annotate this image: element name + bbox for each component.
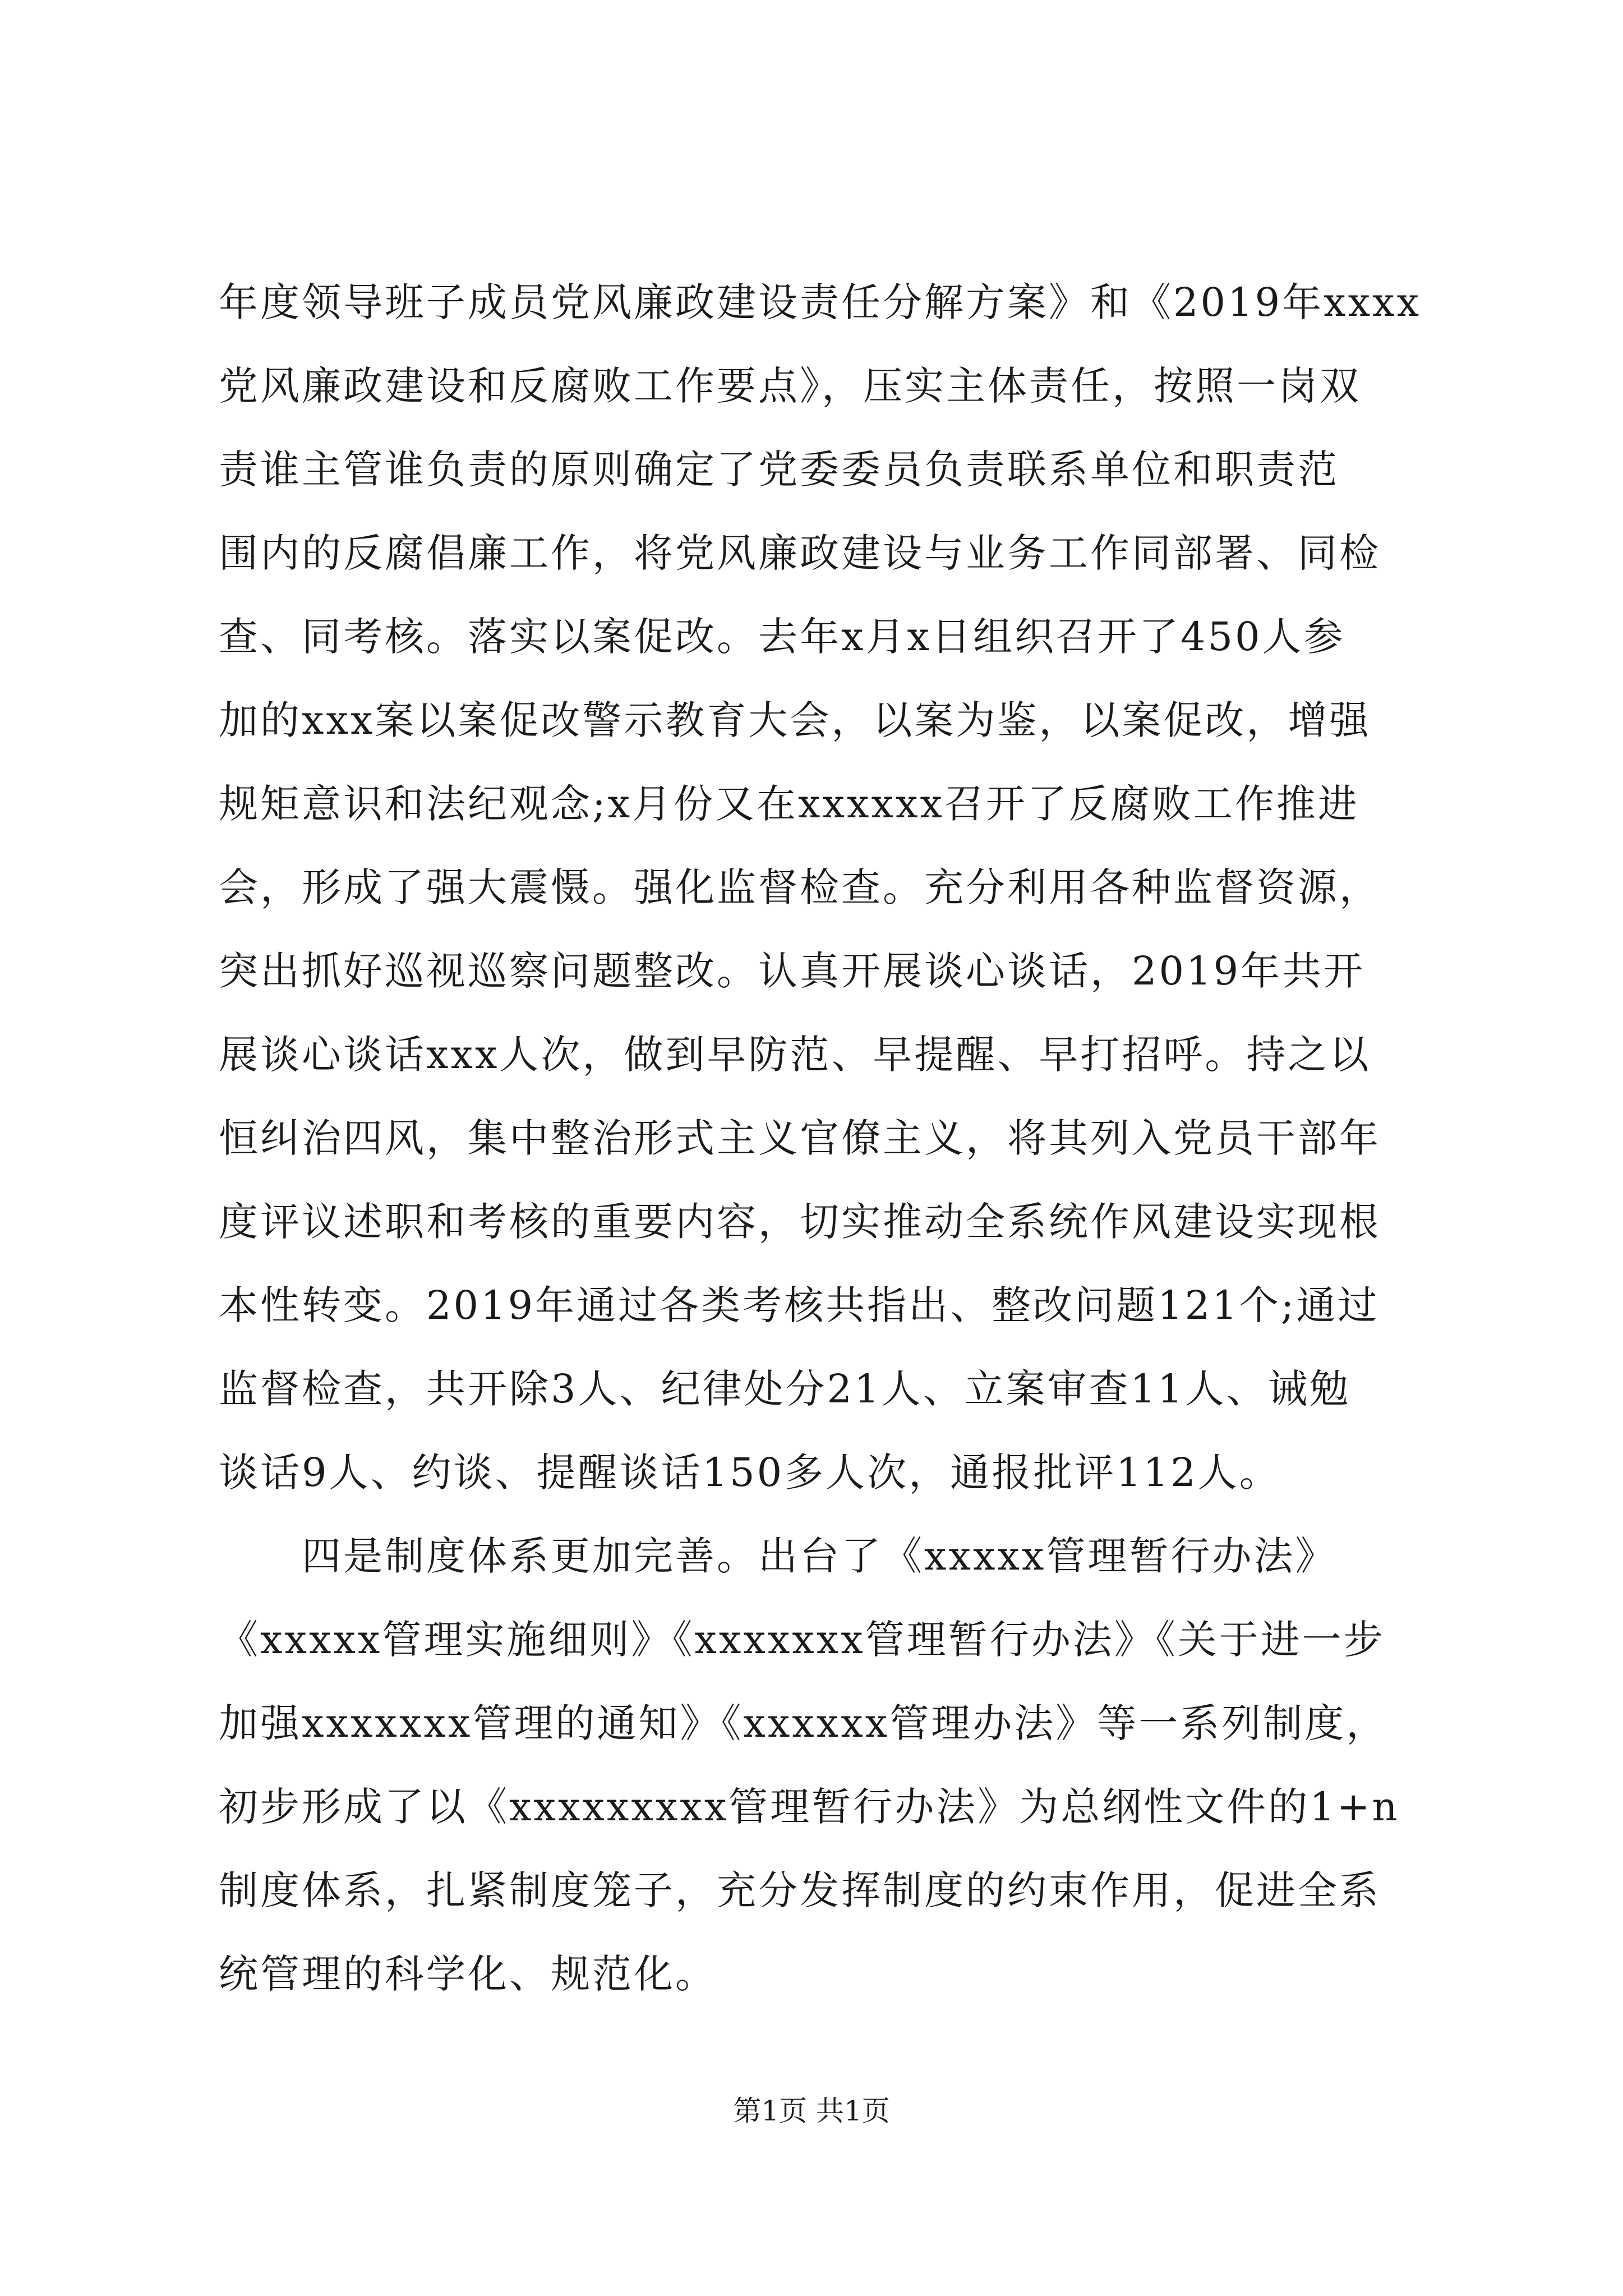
text-line: 展谈心谈话xxx人次，做到早防范、早提醒、早打招呼。持之以 bbox=[219, 1032, 1371, 1078]
text-line: 制度体系，扎紧制度笼子，充分发挥制度的约束作用，促进全系 bbox=[219, 1867, 1381, 1913]
text-line: 围内的反腐倡廉工作，将党风廉政建设与业务工作同部署、同检 bbox=[219, 530, 1381, 576]
text-line: 党风廉政建设和反腐败工作要点》，压实主体责任，按照一岗双 bbox=[219, 363, 1361, 409]
text-line: 规矩意识和法纪观念;x月份又在xxxxxx召开了反腐败工作推进 bbox=[219, 781, 1359, 827]
text-line: 度评议述职和考核的重要内容，切实推动全系统作风建设实现根 bbox=[219, 1199, 1381, 1245]
text-line: 会，形成了强大震慑。强化监督检查。充分利用各种监督资源， bbox=[219, 864, 1381, 910]
text-line: 监督检查，共开除3人、纪律处分21人、立案审查11人、诫勉 bbox=[219, 1366, 1351, 1412]
text-line: 突出抓好巡视巡察问题整改。认真开展谈心谈话，2019年共开 bbox=[219, 948, 1366, 994]
text-line: 谈话9人、约谈、提醒谈话150多人次，通报批评112人。 bbox=[219, 1450, 1281, 1496]
text-line: 初步形成了以《xxxxxxxxx管理暂行办法》为总纲性文件的1+n bbox=[219, 1784, 1400, 1830]
text-line: 年度领导班子成员党风廉政建设责任分解方案》和《2019年xxxx bbox=[219, 279, 1422, 325]
page-number-footer: 第1页 共1页 bbox=[733, 2095, 890, 2127]
text-line: 《xxxxx管理实施细则》《xxxxxxx管理暂行办法》《关于进一步 bbox=[219, 1617, 1385, 1663]
text-line: 加的xxx案以案促改警示教育大会，以案为鉴，以案促改，增强 bbox=[219, 697, 1371, 743]
text-line: 统管理的科学化、规范化。 bbox=[219, 1951, 717, 1997]
text-line: 查、同考核。落实以案促改。去年x月x日组织召开了450人参 bbox=[219, 614, 1345, 660]
text-line: 恒纠治四风，集中整治形式主义官僚主义，将其列入党员干部年 bbox=[219, 1115, 1381, 1161]
text-line: 四是制度体系更加完善。出台了《xxxxx管理暂行办法》 bbox=[219, 1533, 1337, 1579]
body-text bbox=[219, 261, 1441, 2016]
text-line: 加强xxxxxxx管理的通知》《xxxxxx管理办法》等一系列制度， bbox=[219, 1700, 1388, 1746]
text-line: 本性转变。2019年通过各类考核共指出、整改问题121个;通过 bbox=[219, 1282, 1380, 1328]
text-line: 责谁主管谁负责的原则确定了党委委员负责联系单位和职责范 bbox=[219, 447, 1339, 493]
